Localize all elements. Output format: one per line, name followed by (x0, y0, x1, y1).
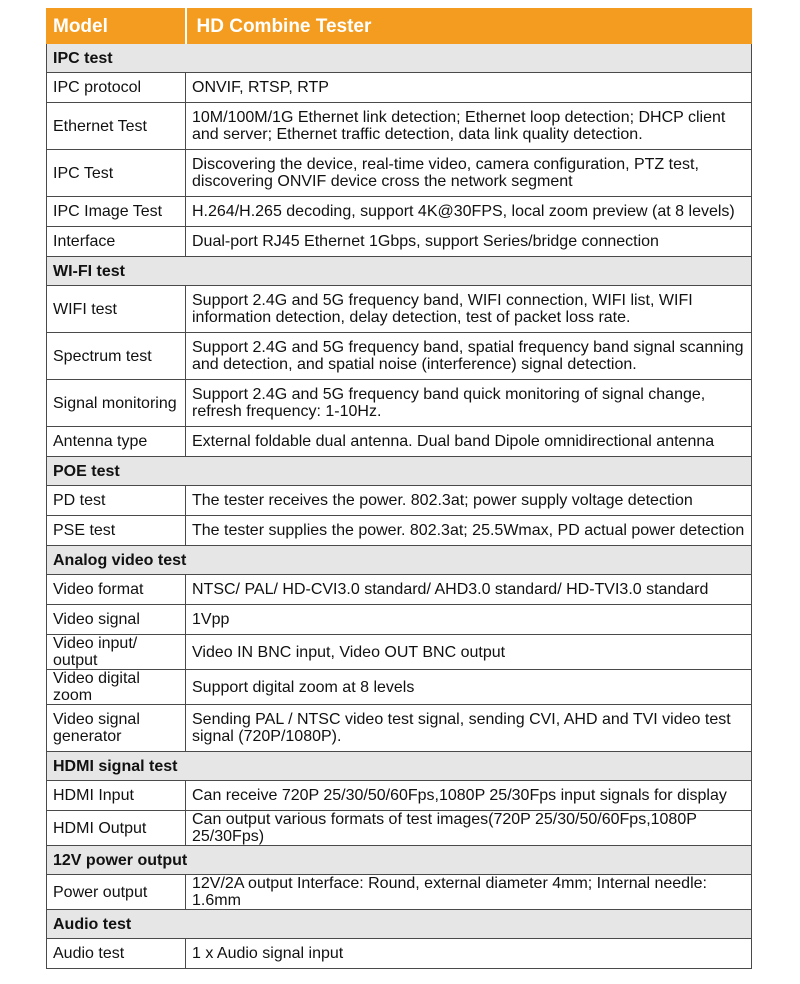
spec-value: Sending PAL / NTSC video test signal, sending CVI, AHD and TVI video test signal (720P/1080P). (186, 705, 752, 752)
section-title: Audio test (47, 910, 752, 939)
header-product: HD Combine Tester (186, 9, 752, 44)
spec-row (47, 73, 752, 103)
spec-label: Video format (47, 575, 186, 605)
spec-label: Video signal (47, 605, 186, 635)
spec-value: Can output various formats of test images(720P 25/30/50/60Fps,1080P 25/30Fps) (186, 811, 752, 846)
section-header-row (47, 546, 752, 575)
spec-label: Video signal generator (47, 705, 186, 752)
spec-value: Dual-port RJ45 Ethernet 1Gbps, support Series/bridge connection (186, 227, 752, 257)
spec-label: IPC protocol (47, 73, 186, 103)
spec-row (47, 875, 752, 910)
spec-label: HDMI Output (47, 811, 186, 846)
spec-row (47, 575, 752, 605)
spec-label: Interface (47, 227, 186, 257)
spec-row (47, 333, 752, 380)
spec-row (47, 635, 752, 670)
spec-label: Power output (47, 875, 186, 910)
spec-row (47, 939, 752, 969)
spec-label: Audio test (47, 939, 186, 969)
section-title: POE test (47, 457, 752, 486)
spec-table-body (47, 9, 752, 969)
spec-value: Support 2.4G and 5G frequency band, spatial frequency band signal scanning and detection, and spatial noise (interference) signal detection. (186, 333, 752, 380)
spec-label: PD test (47, 486, 186, 516)
section-title: HDMI signal test (47, 752, 752, 781)
spec-row (47, 781, 752, 811)
spec-label: HDMI Input (47, 781, 186, 811)
spec-value: Discovering the device, real-time video, camera configuration, PTZ test, discovering ONVIF device cross the network segment (186, 150, 752, 197)
spec-row (47, 380, 752, 427)
spec-label: Ethernet Test (47, 103, 186, 150)
spec-value: Support 2.4G and 5G frequency band, WIFI connection, WIFI list, WIFI information detection, delay detection, test of packet loss rate. (186, 286, 752, 333)
spec-value: The tester supplies the power. 802.3at; 25.5Wmax, PD actual power detection (186, 516, 752, 546)
section-title: Analog video test (47, 546, 752, 575)
spec-row (47, 670, 752, 705)
spec-row (47, 427, 752, 457)
section-header-row (47, 44, 752, 73)
spec-row (47, 286, 752, 333)
spec-label: Signal monitoring (47, 380, 186, 427)
spec-value: Can receive 720P 25/30/50/60Fps,1080P 25/30Fps input signals for display (186, 781, 752, 811)
spec-row (47, 150, 752, 197)
section-header-row (47, 257, 752, 286)
spec-row (47, 197, 752, 227)
spec-row (47, 227, 752, 257)
spec-value: ONVIF, RTSP, RTP (186, 73, 752, 103)
spec-row (47, 605, 752, 635)
spec-value: 10M/100M/1G Ethernet link detection; Ethernet loop detection; DHCP client and server; Ethernet traffic detection, data link quality detection. (186, 103, 752, 150)
section-header-row (47, 457, 752, 486)
spec-value: Video IN BNC input, Video OUT BNC output (186, 635, 752, 670)
spec-label: PSE test (47, 516, 186, 546)
spec-value: The tester receives the power. 802.3at; power supply voltage detection (186, 486, 752, 516)
section-header-row (47, 752, 752, 781)
spec-label: Video digital zoom (47, 670, 186, 705)
spec-label: IPC Image Test (47, 197, 186, 227)
section-title: WI-FI test (47, 257, 752, 286)
section-title: 12V power output (47, 846, 752, 875)
spec-label: Antenna type (47, 427, 186, 457)
spec-label: Spectrum test (47, 333, 186, 380)
spec-table (46, 8, 752, 969)
spec-row (47, 103, 752, 150)
spec-value: External foldable dual antenna. Dual band Dipole omnidirectional antenna (186, 427, 752, 457)
spec-value: NTSC/ PAL/ HD-CVI3.0 standard/ AHD3.0 standard/ HD-TVI3.0 standard (186, 575, 752, 605)
section-header-row (47, 910, 752, 939)
spec-value: Support 2.4G and 5G frequency band quick monitoring of signal change, refresh frequency: 1-10Hz. (186, 380, 752, 427)
section-title: IPC test (47, 44, 752, 73)
spec-value: Support digital zoom at 8 levels (186, 670, 752, 705)
spec-value: 1Vpp (186, 605, 752, 635)
spec-row (47, 811, 752, 846)
section-header-row (47, 846, 752, 875)
header-model: Model (47, 9, 186, 44)
spec-value: 1 x Audio signal input (186, 939, 752, 969)
spec-row (47, 486, 752, 516)
spec-label: IPC Test (47, 150, 186, 197)
spec-value: 12V/2A output Interface: Round, external diameter 4mm; Internal needle: 1.6mm (186, 875, 752, 910)
header-row (47, 9, 752, 44)
spec-row (47, 705, 752, 752)
spec-row (47, 516, 752, 546)
spec-value: H.264/H.265 decoding, support 4K@30FPS, local zoom preview (at 8 levels) (186, 197, 752, 227)
spec-label: WIFI test (47, 286, 186, 333)
spec-label: Video input/ output (47, 635, 186, 670)
